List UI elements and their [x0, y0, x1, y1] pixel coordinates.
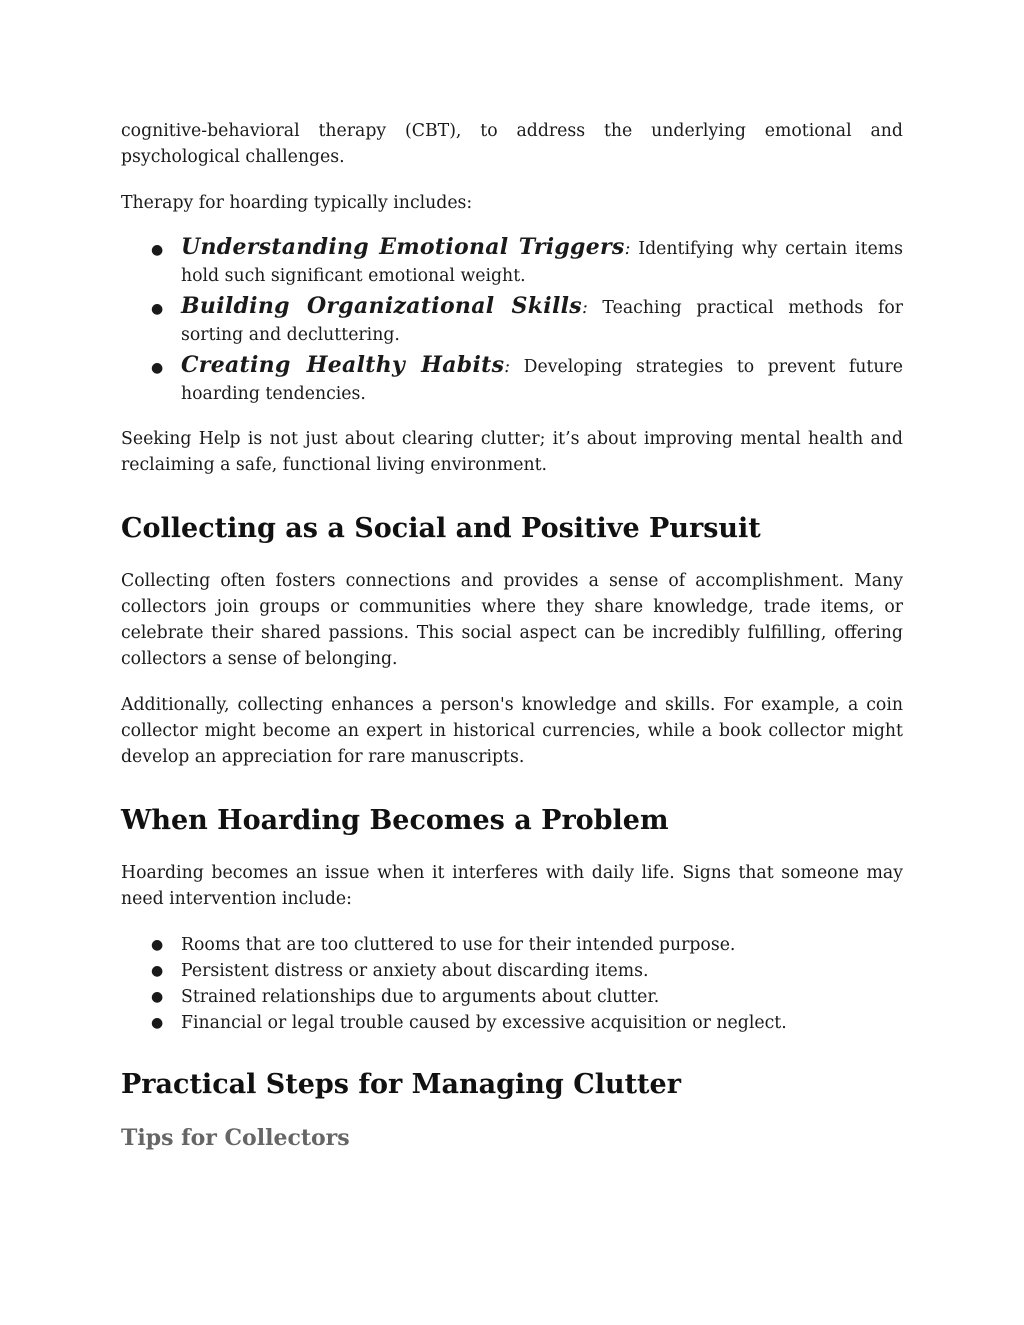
list-item-text: Developing strategies to prevent future hoarding tendencies.	[181, 357, 903, 404]
list-item-term: Creating Healthy Habits	[181, 352, 505, 378]
section-heading-steps: Practical Steps for Managing Clutter	[121, 1069, 681, 1100]
term-colon: :	[624, 239, 631, 259]
list-item-text: Persistent distress or anxiety about discarding items.	[181, 961, 649, 981]
bullet-icon: ●	[151, 989, 164, 1005]
list-item-text: Rooms that are too cluttered to use for their intended purpose.	[181, 935, 736, 955]
list-item-text: Identifying why certain items hold such significant emotional weight.	[181, 239, 903, 286]
collecting-paragraph-1: Collecting often fosters connections and provides a sense of accomplishment. Many collectors join groups or communities where they share knowledge, trade items, or celebrate their shared passions. This social aspect can be incredibly fulfilling, offering collectors a sense of belonging.	[121, 571, 903, 669]
section-heading-problem: When Hoarding Becomes a Problem	[121, 805, 669, 836]
list-item-text: Financial or legal trouble caused by excessive acquisition or neglect.	[181, 1013, 787, 1033]
document-page	[121, 118, 903, 1152]
bullet-icon: ●	[151, 1015, 164, 1031]
list-item	[121, 234, 903, 290]
list-item	[121, 352, 903, 408]
collecting-paragraph-2: Additionally, collecting enhances a person's knowledge and skills. For example, a coin collector might become an expert in historical currencies, while a book collector might develop an appreciation for rare manuscripts.	[121, 695, 903, 767]
seeking-help-paragraph: Seeking Help is not just about clearing clutter; it’s about improving mental health and reclaiming a safe, functional living environment.	[121, 429, 903, 475]
intro-paragraph: cognitive-behavioral therapy (CBT), to address the underlying emotional and psychological challenges.	[121, 121, 903, 167]
list-item-text: Teaching practical methods for sorting and decluttering.	[181, 298, 904, 345]
subheading-tips: Tips for Collectors	[121, 1125, 350, 1151]
list-item-text: Strained relationships due to arguments about clutter.	[181, 987, 660, 1007]
bullet-icon: ●	[151, 360, 164, 376]
signs-list	[121, 932, 903, 1036]
list-item	[121, 1010, 903, 1036]
bullet-icon: ●	[151, 242, 164, 258]
list-item	[121, 958, 903, 984]
term-colon: :	[504, 357, 511, 377]
list-item	[121, 293, 903, 349]
list-item-term: Building Organizational Skills	[181, 293, 582, 319]
problem-lead: Hoarding becomes an issue when it interferes with daily life. Signs that someone may need intervention include:	[121, 863, 903, 909]
bullet-icon: ●	[151, 937, 164, 953]
term-colon: :	[581, 298, 588, 318]
bullet-icon: ●	[151, 301, 164, 317]
bullet-icon: ●	[151, 963, 164, 979]
therapy-lead: Therapy for hoarding typically includes:	[121, 193, 473, 213]
list-item	[121, 932, 903, 958]
list-item	[121, 984, 903, 1010]
therapy-list	[121, 234, 903, 408]
section-heading-collecting: Collecting as a Social and Positive Pursuit	[121, 513, 761, 544]
list-item-term: Understanding Emotional Triggers	[181, 234, 625, 260]
